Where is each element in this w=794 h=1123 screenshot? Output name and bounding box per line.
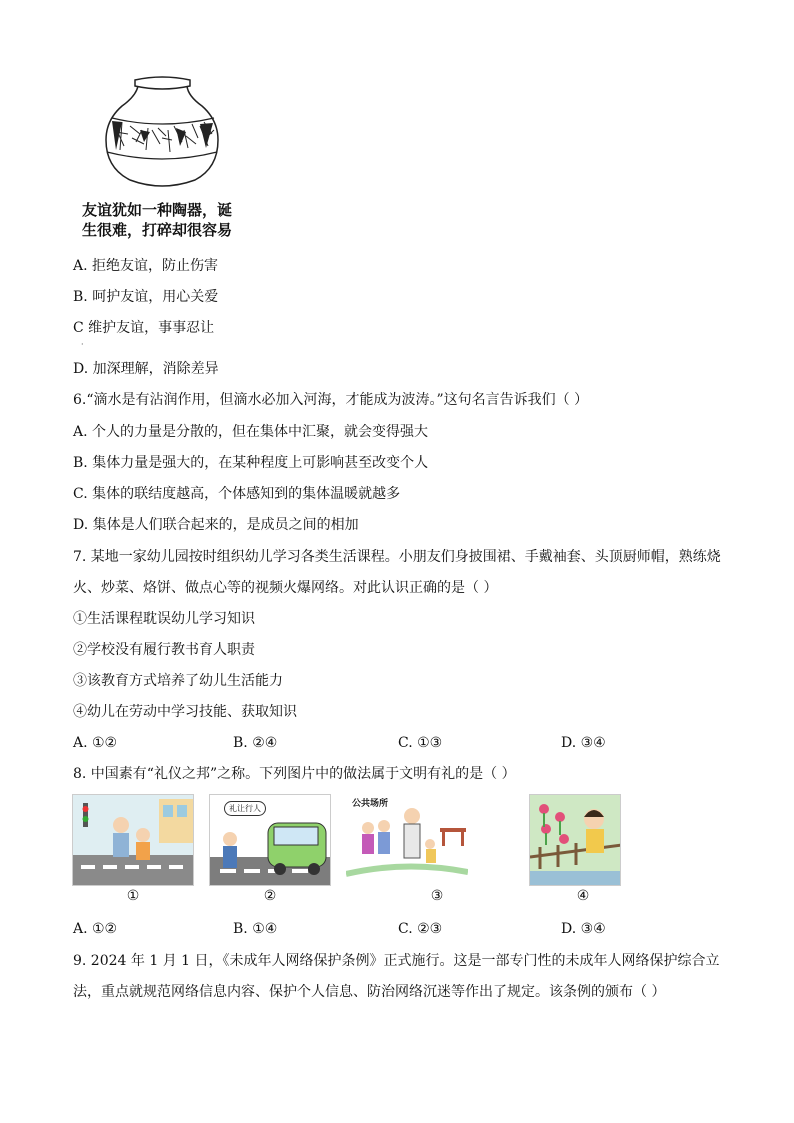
q8-choice-a: A. ①② xyxy=(73,921,118,937)
picture-3-label: ③ xyxy=(430,888,444,904)
pottery-jar-illustration xyxy=(100,72,225,192)
picture-4-label: ④ xyxy=(576,888,590,904)
picture-3-public-place xyxy=(346,794,468,886)
q6-option-d: D. 集体是人们联合起来的，是成员之间的相加 xyxy=(73,517,359,533)
q7-choice-d: D. ③④ xyxy=(561,735,606,751)
q6-option-b: B. 集体力量是强大的，在某种程度上可影响甚至改变个人 xyxy=(73,455,429,471)
picture-2-car-yield xyxy=(209,794,331,886)
pot-caption-line-1: 友谊犹如一种陶器，诞 xyxy=(82,201,233,219)
picture-1-crosswalk xyxy=(72,794,194,886)
q7-choice-c: C. ①③ xyxy=(398,735,443,751)
q9-stem-line-1: 9. 2024 年 1 月 1 日，《未成年人网络保护条例》正式施行。这是一部专门性的未成年人网络保护综合立 xyxy=(73,953,720,969)
q7-statement-3: ③该教育方式培养了幼儿生活能力 xyxy=(73,673,283,689)
q7-statement-4: ④幼儿在劳动中学习技能、获取知识 xyxy=(73,704,297,720)
pot-caption-line-2: 生很难，打碎却很容易 xyxy=(82,221,233,239)
q5-option-c: C 维护友谊，事事忍让 xyxy=(73,320,215,336)
q9-stem-line-2: 法，重点就规范网络信息内容、保护个人信息、防治网络沉迷等作出了规定。该条例的颁布（ ） xyxy=(73,984,666,1000)
q8-choice-c: C. ②③ xyxy=(398,921,443,937)
q6-stem: 6.“滴水是有沾润作用，但滴水必加入河海，才能成为波涛。”这句名言告诉我们（ ） xyxy=(73,392,589,408)
picture-1-label: ① xyxy=(126,888,140,904)
picture-2-sign: 礼让行人 xyxy=(224,801,266,816)
picture-3-sign: 公共场所 xyxy=(352,799,389,809)
picture-2-label: ② xyxy=(263,888,277,904)
q6-option-a: A. 个人的力量是分散的，但在集体中汇聚，就会变得强大 xyxy=(73,424,429,440)
q5-option-b: B. 呵护友谊，用心关爱 xyxy=(73,289,219,305)
q8-stem: 8. 中国素有“礼仪之邦”之称。下列图片中的做法属于文明有礼的是（ ） xyxy=(73,766,516,782)
q7-statement-2: ②学校没有履行教书育人职责 xyxy=(73,642,255,658)
q8-choice-d: D. ③④ xyxy=(561,921,606,937)
q7-choice-a: A. ①② xyxy=(73,735,118,751)
stray-mark: · xyxy=(81,340,84,349)
q6-option-c: C. 集体的联结度越高，个体感知到的集体温暖就越多 xyxy=(73,486,401,502)
q7-stem-line-1: 7. 某地一家幼儿园按时组织幼儿学习各类生活课程。小朋友们身披围裙、手戴袖套、头顶厨师帽，熟练烧 xyxy=(73,549,721,565)
picture-4-flower-bed xyxy=(529,794,621,886)
q7-statement-1: ①生活课程耽误幼儿学习知识 xyxy=(73,611,255,627)
q5-option-d: D. 加深理解，消除差异 xyxy=(73,361,219,377)
q7-stem-line-2: 火、炒菜、烙饼、做点心等的视频火爆网络。对此认识正确的是（ ） xyxy=(73,580,498,596)
q5-option-a: A. 拒绝友谊，防止伤害 xyxy=(73,258,219,274)
q8-choice-b: B. ①④ xyxy=(233,921,278,937)
q7-choice-b: B. ②④ xyxy=(233,735,278,751)
